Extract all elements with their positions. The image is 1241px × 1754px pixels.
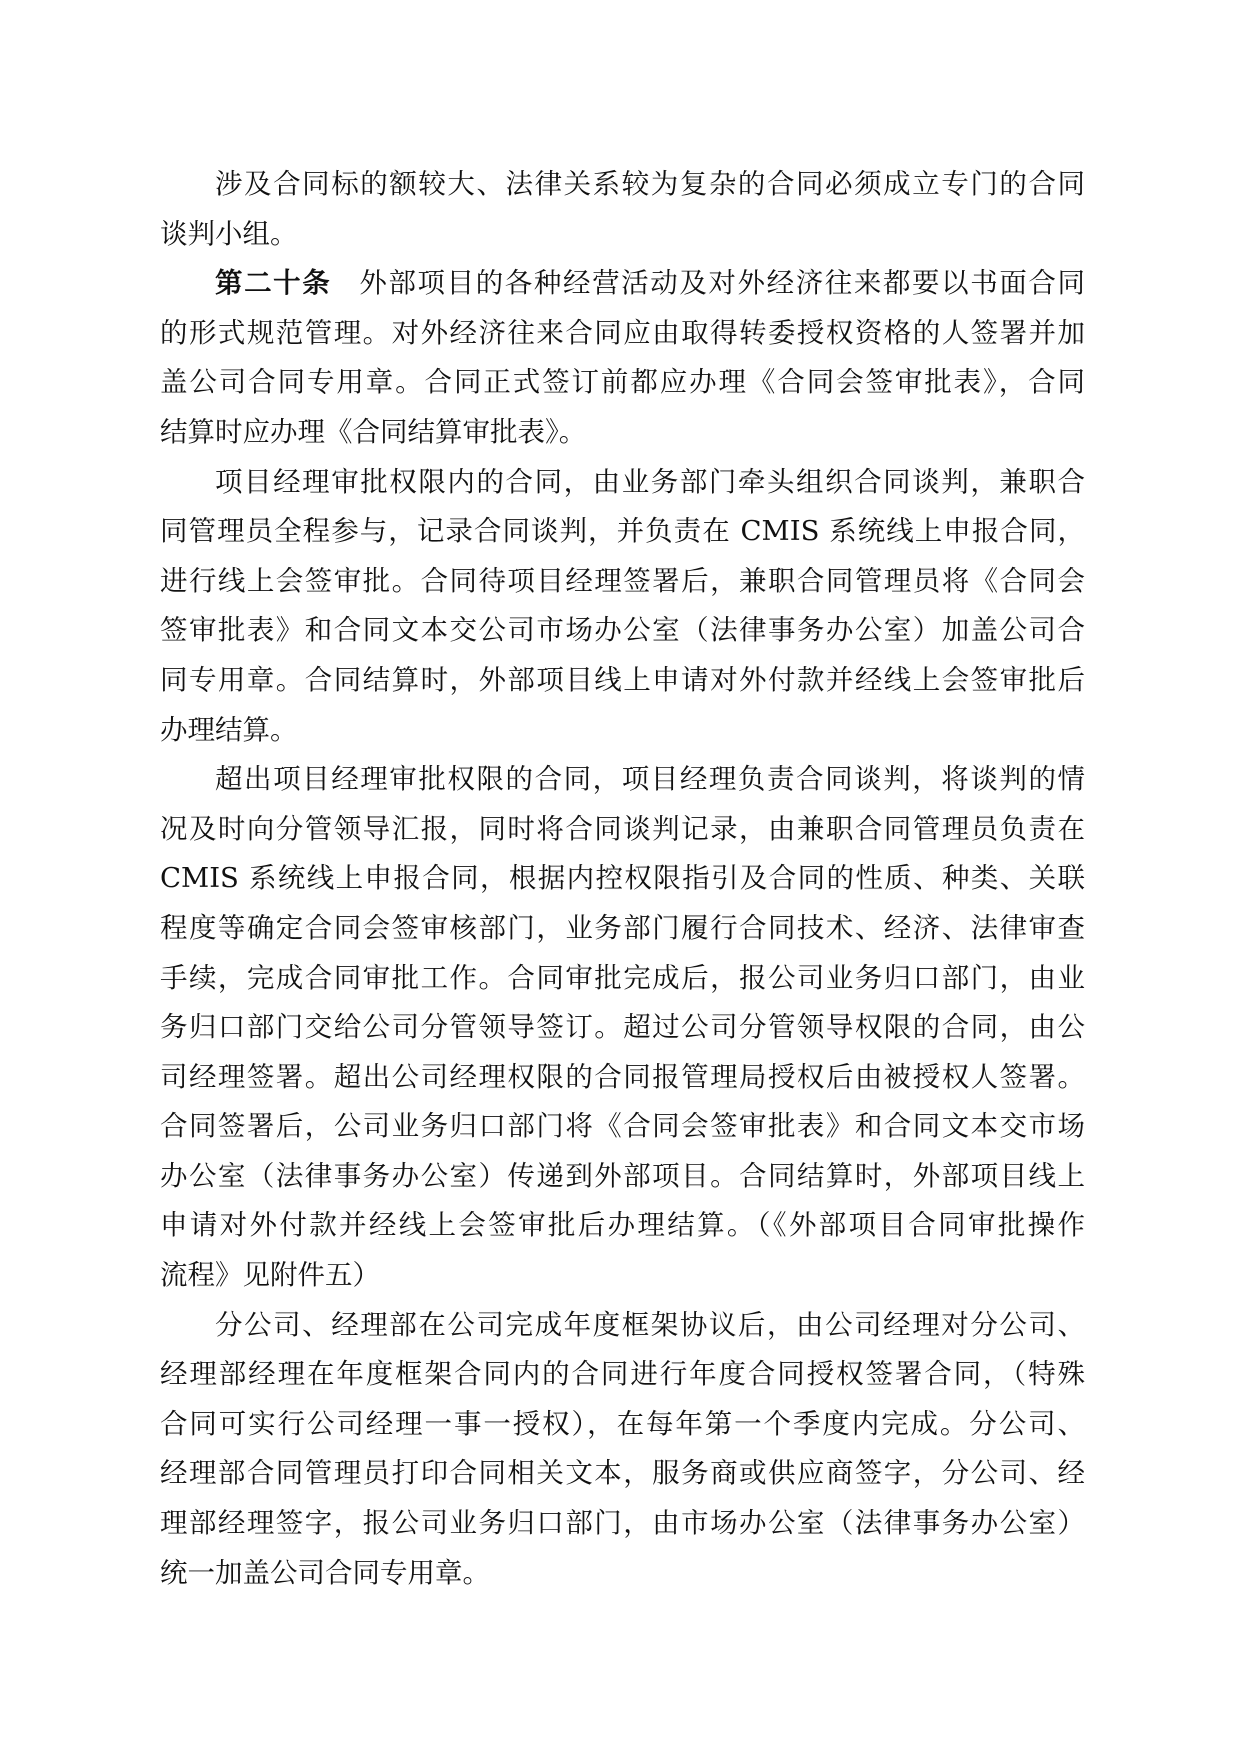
- text-line: 经理部合同管理员打印合同相关文本，服务商或供应商签字，分公司、经: [160, 1457, 1085, 1490]
- text-line: 经理部经理在年度框架合同内的合同进行年度合同授权签署合同，（特殊: [160, 1358, 1085, 1391]
- article-first-line: [160, 259, 1085, 309]
- text-line: 务归口部门交给公司分管领导签订。超过公司分管领导权限的合同，由公: [160, 1011, 1085, 1044]
- paragraph-5: [160, 1301, 1085, 1599]
- text-line: 的形式规范管理。对外经济往来合同应由取得转委授权资格的人签署并加: [160, 316, 1085, 349]
- text-line: 涉及合同标的额较大、法律关系较为复杂的合同必须成立专门的合同: [215, 168, 1085, 200]
- text-line: 理部经理签字，报公司业务归口部门，由市场办公室（法律事务办公室）: [160, 1507, 1085, 1540]
- text-line: 进行线上会签审批。合同待项目经理签署后，兼职合同管理员将《合同会: [160, 564, 1085, 597]
- text-line: 分公司、经理部在公司完成年度框架协议后，由公司经理对分公司、: [215, 1308, 1085, 1341]
- text-line: 结算时应办理《合同结算审批表》。: [160, 415, 587, 448]
- text-line: 流程》见附件五）: [160, 1259, 380, 1292]
- article-20: [160, 259, 1085, 457]
- document-page: [160, 160, 1085, 1598]
- text-line: CMIS 系统线上申报合同，根据内控权限指引及合同的性质、种类、关联: [160, 862, 1085, 895]
- text-line: 司经理签署。超出公司经理权限的合同报管理局授权后由被授权人签署。: [160, 1060, 1085, 1093]
- text-line: 申请对外付款并经线上会签审批后办理结算。（《外部项目合同审批操作: [160, 1209, 1085, 1242]
- text-line: 谈判小组。: [160, 217, 298, 250]
- text-line: 外部项目的各种经营活动及对外经济往来都要以书面合同: [359, 267, 1085, 300]
- article-heading: 第二十条: [215, 267, 332, 300]
- text-line: 同专用章。合同结算时，外部项目线上申请对外付款并经线上会签审批后: [160, 663, 1085, 696]
- text-line: 签审批表》和合同文本交公司市场办公室（法律事务办公室）加盖公司合: [160, 614, 1085, 647]
- text-line: 程度等确定合同会签审核部门，业务部门履行合同技术、经济、法律审查: [160, 911, 1085, 944]
- text-line: 超出项目经理审批权限的合同，项目经理负责合同谈判，将谈判的情: [215, 763, 1085, 796]
- paragraph-3: [160, 458, 1085, 756]
- text-line: 盖公司合同专用章。合同正式签订前都应办理《合同会签审批表》，合同: [160, 366, 1085, 399]
- text-line: 同管理员全程参与，记录合同谈判，并负责在 CMIS 系统线上申报合同，: [160, 515, 1085, 548]
- text-line: 合同可实行公司经理一事一授权），在每年第一个季度内完成。分公司、: [160, 1407, 1085, 1440]
- text-line: 项目经理审批权限内的合同，由业务部门牵头组织合同谈判，兼职合: [215, 465, 1085, 498]
- text-line: 办理结算。: [160, 713, 298, 746]
- text-line: 办公室（法律事务办公室）传递到外部项目。合同结算时，外部项目线上: [160, 1159, 1085, 1192]
- text-line: 况及时向分管领导汇报，同时将合同谈判记录，由兼职合同管理员负责在: [160, 812, 1085, 845]
- paragraph-4: [160, 755, 1085, 1301]
- paragraph-1: [160, 160, 1085, 259]
- text-line: 手续，完成合同审批工作。合同审批完成后，报公司业务归口部门，由业: [160, 961, 1085, 994]
- text-line: 统一加盖公司合同专用章。: [160, 1556, 490, 1589]
- text-line: 合同签署后，公司业务归口部门将《合同会签审批表》和合同文本交市场: [160, 1110, 1085, 1143]
